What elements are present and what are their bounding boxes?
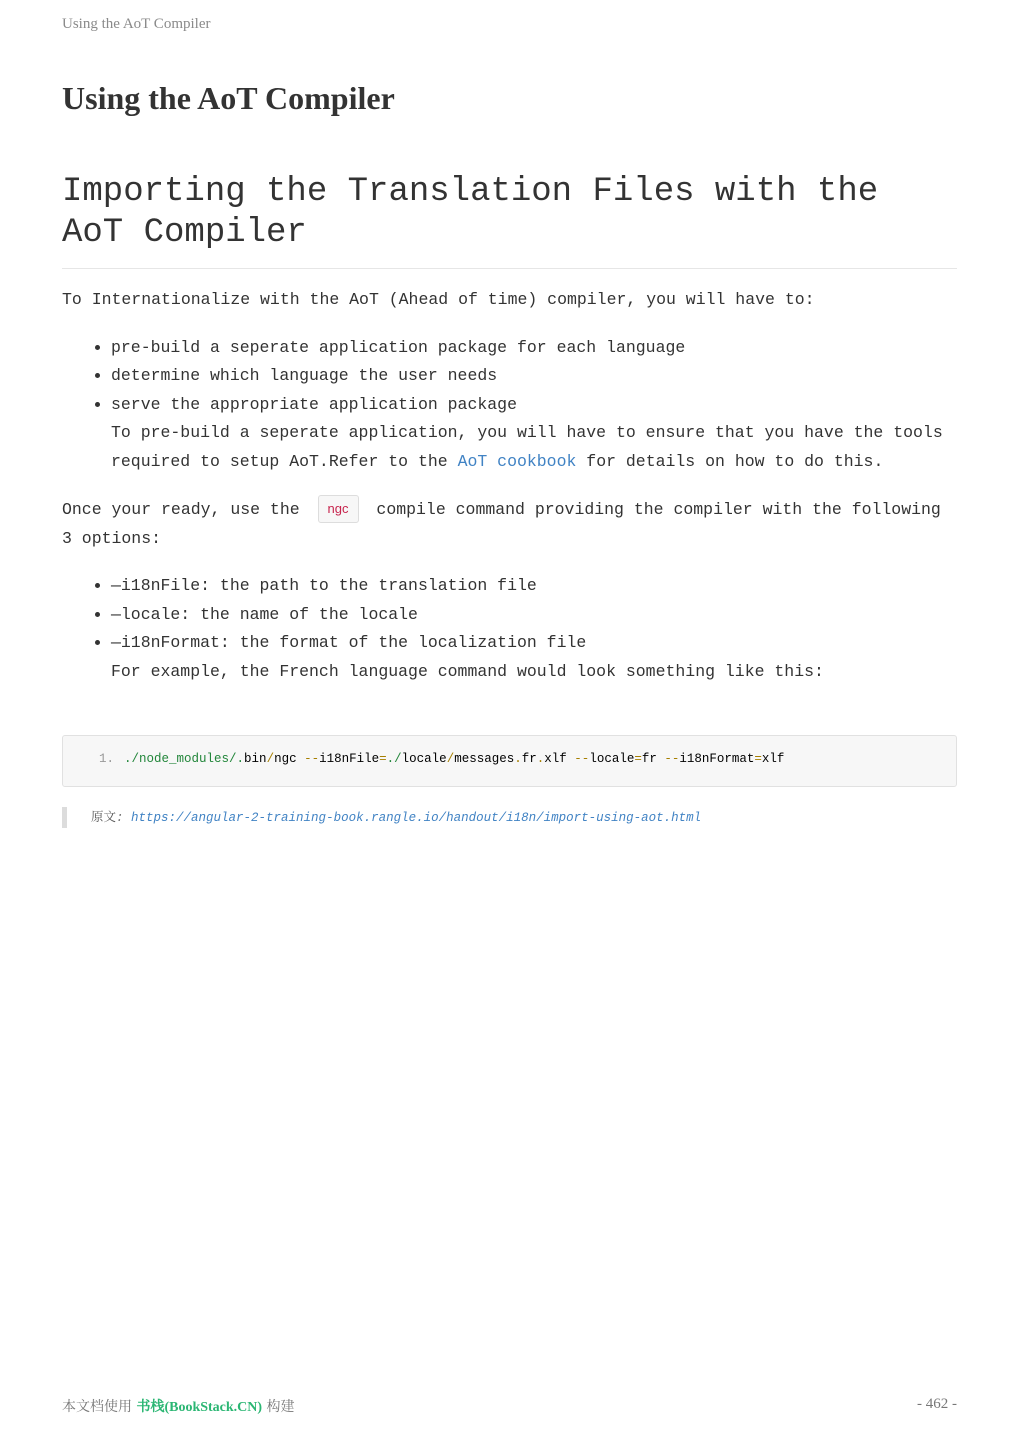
code-token: fr bbox=[521, 752, 537, 766]
chapter-title: Using the AoT Compiler bbox=[62, 80, 395, 116]
page-number: - 462 - bbox=[917, 1396, 957, 1412]
code-token: -- bbox=[574, 752, 590, 766]
section-title: Importing the Translation Files with the AoT Compiler bbox=[62, 172, 957, 269]
ngc-inline-code: ngc bbox=[318, 495, 359, 523]
source-url-link[interactable]: https://angular-2-training-book.rangle.io/handout/i18n/import-using-aot.html bbox=[131, 811, 702, 825]
code-token: . bbox=[514, 752, 522, 766]
footer-suffix: 构建 bbox=[262, 1399, 295, 1415]
source-colon: : bbox=[116, 811, 132, 825]
code-token: / bbox=[446, 752, 455, 766]
code-line bbox=[99, 750, 784, 768]
note-text-after: for details on how to do this. bbox=[576, 451, 884, 471]
code-token: locale bbox=[589, 752, 635, 766]
usage-paragraph bbox=[62, 495, 957, 553]
code-token: -- bbox=[304, 752, 320, 766]
code-token: ./ bbox=[386, 752, 402, 766]
code-block bbox=[62, 735, 957, 787]
line-number: 1. bbox=[99, 752, 115, 766]
list-item: • —locale: the name of the locale bbox=[111, 601, 957, 630]
options-list bbox=[62, 572, 957, 658]
code-token: / bbox=[266, 752, 275, 766]
running-header: Using the AoT Compiler bbox=[62, 16, 211, 32]
intro-paragraph: To Internationalize with the AoT (Ahead of time) compiler, you will have to: bbox=[62, 290, 815, 309]
steps-list bbox=[62, 334, 957, 420]
source-label: 原文 bbox=[91, 809, 117, 824]
code-token: = bbox=[754, 752, 762, 766]
prebuild-note bbox=[111, 419, 957, 476]
usage-text-after: compile command providing the compiler with the following 3 options: bbox=[62, 500, 941, 548]
list-item: • —i18nFile: the path to the translation file bbox=[111, 572, 957, 601]
code-token: fr bbox=[641, 752, 657, 766]
source-quote bbox=[62, 807, 951, 828]
section-body bbox=[62, 286, 957, 705]
aot-cookbook-link[interactable]: AoT cookbook bbox=[457, 451, 577, 471]
list-item: • serve the appropriate application package bbox=[111, 391, 957, 420]
list-item: • determine which language the user needs bbox=[111, 362, 957, 391]
code-token: i18nFormat bbox=[679, 752, 755, 766]
code-token: -- bbox=[664, 752, 680, 766]
list-item: • pre-build a seperate application package for each language bbox=[111, 334, 957, 363]
code-token: = bbox=[634, 752, 642, 766]
code-token: ./node_modules/. bbox=[124, 752, 245, 766]
footer-credit bbox=[62, 1396, 295, 1416]
footer-prefix: 本文档使用 bbox=[62, 1399, 137, 1415]
code-token: ngc bbox=[274, 752, 297, 766]
code-token: xlf bbox=[761, 752, 785, 766]
code-token: locale bbox=[401, 752, 447, 766]
list-item: • —i18nFormat: the format of the localization file bbox=[111, 629, 957, 658]
code-token: = bbox=[379, 752, 387, 766]
bookstack-link[interactable]: 书栈(BookStack.CN) bbox=[136, 1400, 263, 1415]
example-intro: For example, the French language command would look something like this: bbox=[111, 661, 824, 681]
code-token: i18nFile bbox=[319, 752, 380, 766]
code-token: messages bbox=[454, 752, 515, 766]
code-token: bin bbox=[244, 752, 267, 766]
code-token: . bbox=[536, 752, 545, 766]
code-token bbox=[297, 752, 305, 766]
usage-text-before: Once your ready, use the bbox=[62, 500, 300, 519]
code-token: xlf bbox=[544, 752, 567, 766]
note-text-before: To pre-build a seperate application, you will have to ensure that you have the tools required to setup AoT.Refer to the bbox=[111, 423, 943, 471]
